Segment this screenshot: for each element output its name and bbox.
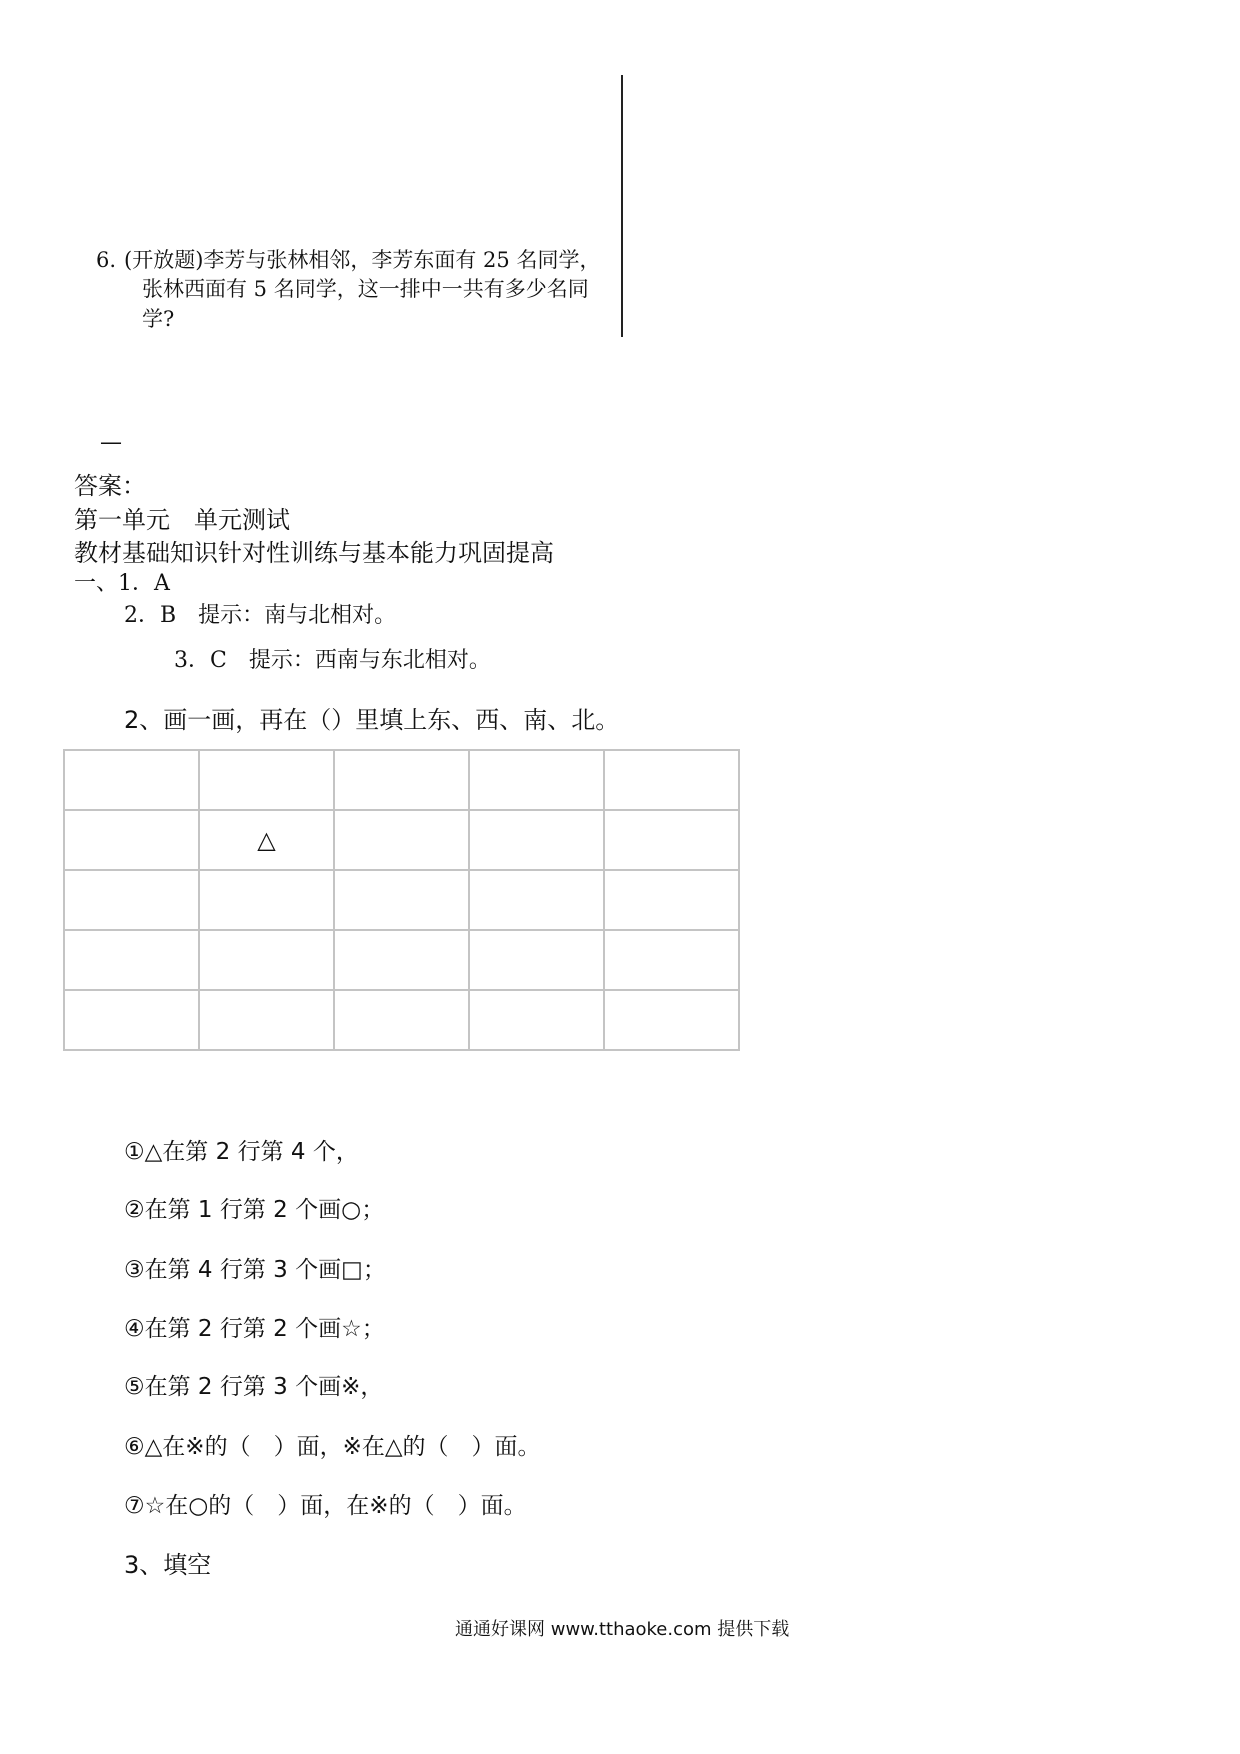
question-line-3: 学? bbox=[142, 307, 175, 331]
direction-grid bbox=[63, 749, 740, 1051]
grid-row bbox=[64, 930, 739, 990]
question-line-2: 张林西面有 5 名同学，这一排中一共有多少名同 bbox=[142, 277, 589, 301]
separator-dash: — bbox=[100, 430, 122, 455]
grid-cell-triangle: △ bbox=[199, 810, 334, 870]
grid-cell bbox=[469, 930, 604, 990]
question-line-1: (开放题)李芳与张林相邻，李芳东面有 25 名同学， bbox=[124, 248, 601, 272]
grid-cell bbox=[64, 870, 199, 930]
grid-row bbox=[64, 870, 739, 930]
column-divider bbox=[621, 75, 623, 337]
grid-cell bbox=[64, 930, 199, 990]
instruction-2: ②在第 1 行第 2 个画○； bbox=[124, 1197, 385, 1223]
grid-cell bbox=[604, 810, 739, 870]
grid-cell bbox=[604, 870, 739, 930]
grid-cell bbox=[604, 750, 739, 810]
grid-cell bbox=[199, 750, 334, 810]
instruction-5: ⑤在第 2 行第 3 个画※， bbox=[124, 1374, 384, 1400]
grid-cell bbox=[334, 990, 469, 1050]
answer-item-2: 2．B 提示：南与北相对。 bbox=[124, 603, 397, 628]
grid-cell bbox=[469, 810, 604, 870]
section-subtitle: 教材基础知识针对性训练与基本能力巩固提高 bbox=[74, 539, 554, 567]
unit-title: 第一单元 单元测试 bbox=[74, 506, 290, 534]
grid-cell bbox=[604, 930, 739, 990]
grid-row bbox=[64, 750, 739, 810]
section-3-heading: 3、填空 bbox=[124, 1551, 212, 1579]
grid-row bbox=[64, 990, 739, 1050]
instruction-3: ③在第 4 行第 3 个画□； bbox=[124, 1257, 386, 1283]
section-2-heading: 2、画一画，再在（）里填上东、西、南、北。 bbox=[124, 706, 620, 734]
answer-item-3: 3．C 提示：西南与东北相对。 bbox=[174, 648, 491, 673]
answers-label: 答案： bbox=[74, 472, 146, 500]
grid-cell bbox=[64, 750, 199, 810]
grid-cell bbox=[469, 870, 604, 930]
grid-cell bbox=[334, 750, 469, 810]
grid-cell bbox=[334, 930, 469, 990]
instruction-4: ④在第 2 行第 2 个画☆； bbox=[124, 1316, 385, 1342]
grid-cell bbox=[199, 870, 334, 930]
question-number: 6. bbox=[96, 248, 117, 272]
grid-cell bbox=[334, 870, 469, 930]
instruction-7: ⑦☆在○的（ ）面，在※的（ ）面。 bbox=[124, 1493, 527, 1519]
page-footer: 通通好课网 www.tthaoke.com 提供下载 bbox=[455, 1619, 790, 1640]
grid-cell bbox=[469, 990, 604, 1050]
grid-cell bbox=[64, 990, 199, 1050]
grid-row bbox=[64, 810, 739, 870]
instruction-1: ①△在第 2 行第 4 个， bbox=[124, 1139, 359, 1165]
grid-cell bbox=[469, 750, 604, 810]
grid-cell bbox=[334, 810, 469, 870]
grid-cell bbox=[199, 930, 334, 990]
grid-cell bbox=[64, 810, 199, 870]
grid-cell bbox=[199, 990, 334, 1050]
grid-cell bbox=[604, 990, 739, 1050]
answer-item-1: 一、1．A bbox=[74, 571, 170, 596]
instruction-6: ⑥△在※的（ ）面，※在△的（ ）面。 bbox=[124, 1434, 541, 1460]
